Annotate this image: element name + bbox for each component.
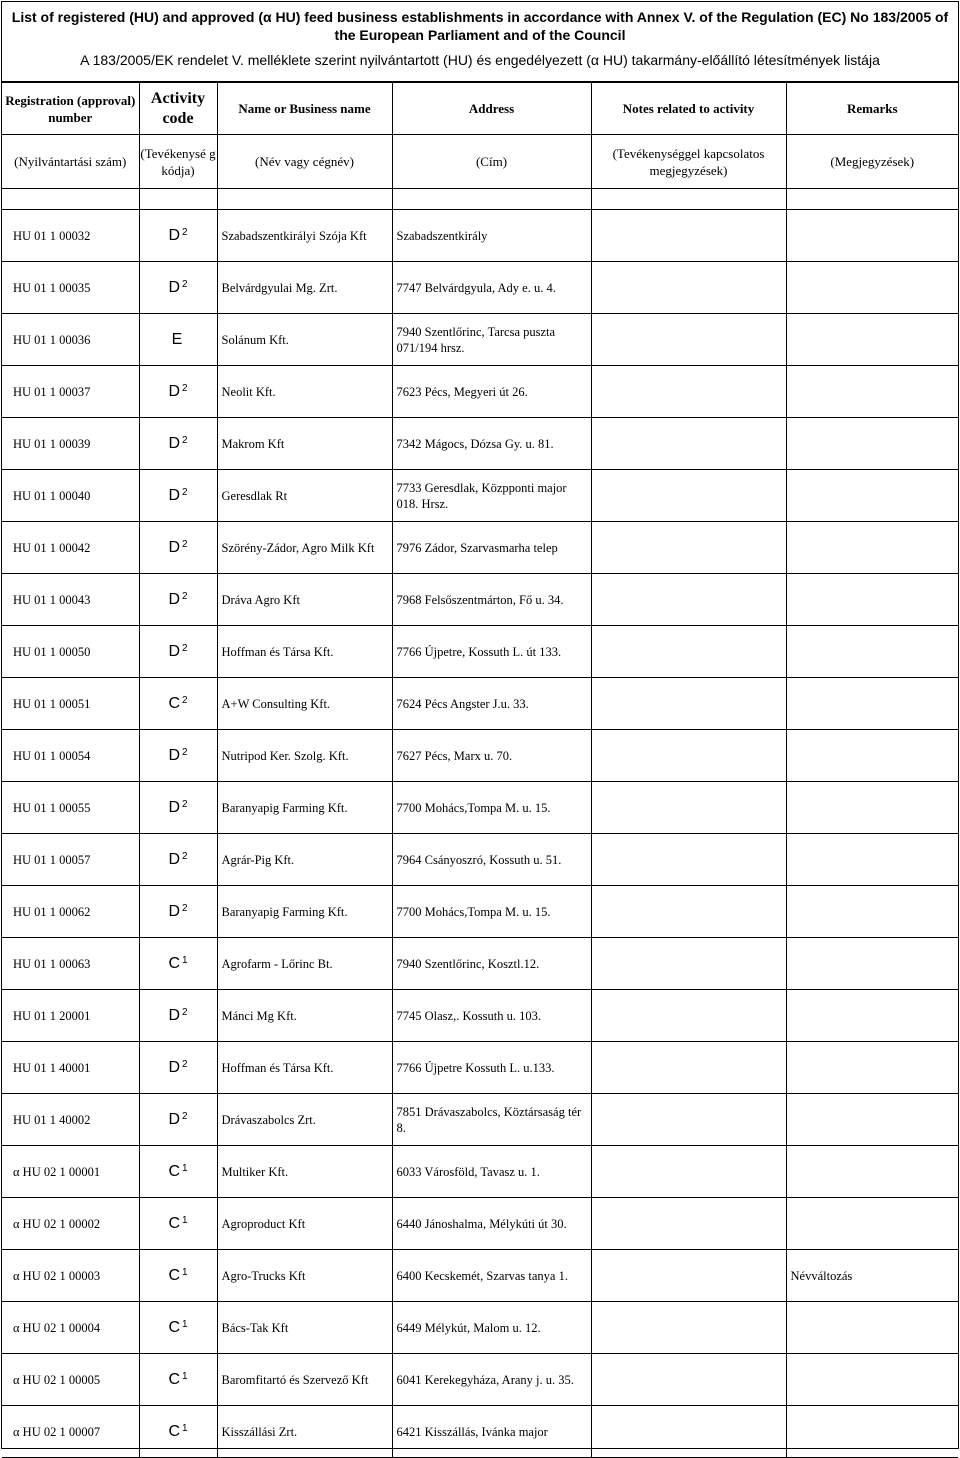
activity-code-letter: E: [171, 330, 183, 348]
activity-code: [139, 1198, 217, 1250]
document-title-hungarian: A 183/2005/EK rendelet V. melléklete szerint nyilvántartott (HU) és engedélyezett (α HU) takarmány-előállító létesítmények listája: [80, 52, 880, 68]
remarks: [786, 210, 958, 262]
remarks: Névváltozás: [786, 1250, 958, 1302]
activity-code-letter: C: [168, 1214, 180, 1232]
registration-number: α HU 02 1 00005: [2, 1354, 139, 1406]
registration-number: α HU 02 1 00002: [2, 1198, 139, 1250]
activity-code: [139, 262, 217, 314]
registration-number: HU 01 1 00051: [2, 678, 139, 730]
activity-code: [139, 1406, 217, 1458]
registration-number: HU 01 1 00043: [2, 574, 139, 626]
business-name: Mánci Mg Kft.: [217, 990, 392, 1042]
header-registration-hu: (Nyilvántartási szám): [2, 135, 139, 189]
header-spacer-row: [2, 189, 958, 210]
activity-code-letter: D: [168, 1058, 180, 1076]
activity-code-index: 1: [182, 1214, 188, 1226]
table-row: [2, 1042, 958, 1094]
activity-code-index: 1: [182, 1318, 188, 1330]
activity-code-index: 1: [182, 1266, 188, 1278]
remarks: [786, 626, 958, 678]
activity-notes: [591, 1302, 786, 1354]
activity-code-letter: C: [168, 1370, 180, 1388]
header-remarks: Remarks: [786, 83, 958, 135]
table-row: [2, 834, 958, 886]
table-row: [2, 262, 958, 314]
address: 6421 Kisszállás, Ivánka major: [392, 1406, 591, 1458]
remarks: [786, 730, 958, 782]
address: Szabadszentkirály: [392, 210, 591, 262]
activity-notes: [591, 522, 786, 574]
activity-code-index: 2: [182, 434, 188, 446]
business-name: Baromfitartó és Szervező Kft: [217, 1354, 392, 1406]
activity-code-index: 2: [182, 694, 188, 706]
activity-code-letter: D: [168, 486, 180, 504]
activity-notes: [591, 1354, 786, 1406]
table-row: [2, 886, 958, 938]
table-row: [2, 418, 958, 470]
activity-code: [139, 1250, 217, 1302]
address: 7766 Újpetre, Kossuth L. út 133.: [392, 626, 591, 678]
remarks: [786, 938, 958, 990]
activity-notes: [591, 210, 786, 262]
remarks: [786, 1198, 958, 1250]
activity-code-letter: D: [168, 538, 180, 556]
registration-number: HU 01 1 00040: [2, 470, 139, 522]
address: 7342 Mágocs, Dózsa Gy. u. 81.: [392, 418, 591, 470]
activity-code: [139, 730, 217, 782]
address: 6041 Kerekegyháza, Arany j. u. 35.: [392, 1354, 591, 1406]
activity-notes: [591, 1198, 786, 1250]
business-name: Hoffman és Társa Kft.: [217, 626, 392, 678]
activity-code-index: 2: [182, 642, 188, 654]
table-row: [2, 782, 958, 834]
registration-number: HU 01 1 00042: [2, 522, 139, 574]
registration-number: α HU 02 1 00003: [2, 1250, 139, 1302]
activity-code: [139, 678, 217, 730]
table-row: [2, 574, 958, 626]
remarks: [786, 1302, 958, 1354]
activity-code: [139, 574, 217, 626]
activity-code-index: 2: [182, 1110, 188, 1122]
address: 7940 Szentlőrinc, Tarcsa puszta 071/194 hrsz.: [392, 314, 591, 366]
table-row: [2, 990, 958, 1042]
business-name: Dráva Agro Kft: [217, 574, 392, 626]
table-row: [2, 1250, 958, 1302]
activity-notes: [591, 678, 786, 730]
activity-code-index: 2: [182, 902, 188, 914]
registration-number: HU 01 1 00055: [2, 782, 139, 834]
table-row: [2, 1094, 958, 1146]
activity-code-letter: D: [168, 902, 180, 920]
activity-code-index: 2: [182, 798, 188, 810]
activity-notes: [591, 990, 786, 1042]
activity-notes: [591, 1406, 786, 1458]
address: 7766 Újpetre Kossuth L. u.133.: [392, 1042, 591, 1094]
table-row: [2, 938, 958, 990]
activity-code: [139, 522, 217, 574]
activity-notes: [591, 470, 786, 522]
activity-code: [139, 782, 217, 834]
address: 7851 Drávaszabolcs, Köztársaság tér 8.: [392, 1094, 591, 1146]
activity-code-index: 2: [182, 1058, 188, 1070]
activity-notes: [591, 1042, 786, 1094]
remarks: [786, 834, 958, 886]
registration-number: HU 01 1 00050: [2, 626, 139, 678]
activity-code: [139, 470, 217, 522]
header-notes: Notes related to activity: [591, 83, 786, 135]
address: 7747 Belvárdgyula, Ady e. u. 4.: [392, 262, 591, 314]
activity-notes: [591, 938, 786, 990]
address: 7940 Szentlőrinc, Kosztl.12.: [392, 938, 591, 990]
registration-number: HU 01 1 40002: [2, 1094, 139, 1146]
registration-number: α HU 02 1 00001: [2, 1146, 139, 1198]
business-name: Agrár-Pig Kft.: [217, 834, 392, 886]
address: 7700 Mohács,Tompa M. u. 15.: [392, 782, 591, 834]
business-name: Geresdlak Rt: [217, 470, 392, 522]
address: 7964 Csányoszró, Kossuth u. 51.: [392, 834, 591, 886]
activity-code-letter: D: [168, 434, 180, 452]
remarks: [786, 366, 958, 418]
remarks: [786, 1354, 958, 1406]
activity-code: [139, 886, 217, 938]
address: 7700 Mohács,Tompa M. u. 15.: [392, 886, 591, 938]
activity-notes: [591, 834, 786, 886]
document-title-english: List of registered (HU) and approved (α HU) feed business establishments in accordance with Annex V. of the Regulation (EC) No 183/2005 of the European Parliament and of the Council: [11, 9, 949, 43]
table-row: [2, 470, 958, 522]
table-row: [2, 314, 958, 366]
activity-code: [139, 834, 217, 886]
title-block: [2, 2, 958, 82]
remarks: [786, 262, 958, 314]
activity-code: [139, 1094, 217, 1146]
activity-code-index: 2: [182, 590, 188, 602]
activity-code-index: 1: [182, 1422, 188, 1434]
table-row: [2, 1146, 958, 1198]
establishments-table: [2, 82, 958, 1458]
activity-notes: [591, 262, 786, 314]
activity-notes: [591, 314, 786, 366]
activity-code: [139, 1354, 217, 1406]
remarks: [786, 470, 958, 522]
header-registration: Registration (approval) number: [2, 83, 139, 135]
activity-notes: [591, 574, 786, 626]
business-name: Multiker Kft.: [217, 1146, 392, 1198]
header-address: Address: [392, 83, 591, 135]
business-name: Solánum Kft.: [217, 314, 392, 366]
activity-code-letter: D: [168, 1006, 180, 1024]
address: 6440 Jánoshalma, Mélykúti út 30.: [392, 1198, 591, 1250]
activity-code-index: 2: [182, 538, 188, 550]
address: 7624 Pécs Angster J.u. 33.: [392, 678, 591, 730]
activity-code: [139, 366, 217, 418]
table-row: [2, 678, 958, 730]
registration-number: HU 01 1 00039: [2, 418, 139, 470]
remarks: [786, 1146, 958, 1198]
remarks: [786, 1042, 958, 1094]
activity-code-index: 2: [182, 226, 188, 238]
table-row: [2, 1198, 958, 1250]
remarks: [786, 678, 958, 730]
registration-number: HU 01 1 00037: [2, 366, 139, 418]
business-name: Agro-Trucks Kft: [217, 1250, 392, 1302]
activity-notes: [591, 886, 786, 938]
registration-number: HU 01 1 00036: [2, 314, 139, 366]
activity-code-letter: D: [168, 226, 180, 244]
business-name: Szabadszentkirályi Szója Kft: [217, 210, 392, 262]
activity-code-index: 2: [182, 746, 188, 758]
address: 7968 Felsőszentmárton, Fő u. 34.: [392, 574, 591, 626]
activity-code: [139, 626, 217, 678]
remarks: [786, 1406, 958, 1458]
table-row: [2, 1406, 958, 1458]
header-notes-hu: (Tevékenységgel kapcsolatos megjegyzések): [591, 135, 786, 189]
registration-number: HU 01 1 00057: [2, 834, 139, 886]
header-activity-code: Activity code: [139, 83, 217, 135]
remarks: [786, 886, 958, 938]
remarks: [786, 314, 958, 366]
activity-notes: [591, 1250, 786, 1302]
activity-code-letter: D: [168, 278, 180, 296]
activity-code-index: 2: [182, 1006, 188, 1018]
activity-code-letter: C: [168, 1318, 180, 1336]
table-row: [2, 210, 958, 262]
registration-number: HU 01 1 00063: [2, 938, 139, 990]
activity-code-letter: C: [168, 1422, 180, 1440]
header-address-hu: (Cím): [392, 135, 591, 189]
registration-number: HU 01 1 20001: [2, 990, 139, 1042]
activity-code-letter: D: [168, 746, 180, 764]
business-name: Agrofarm - Lőrinc Bt.: [217, 938, 392, 990]
activity-code: [139, 1302, 217, 1354]
table-row: [2, 626, 958, 678]
activity-code-letter: D: [168, 590, 180, 608]
activity-code-index: 2: [182, 382, 188, 394]
business-name: Kisszállási Zrt.: [217, 1406, 392, 1458]
registration-number: HU 01 1 40001: [2, 1042, 139, 1094]
business-name: Baranyapig Farming Kft.: [217, 782, 392, 834]
activity-notes: [591, 626, 786, 678]
header-name-hu: (Név vagy cégnév): [217, 135, 392, 189]
table-row: [2, 522, 958, 574]
document-page: [1, 1, 959, 1449]
address: 7745 Olasz,. Kossuth u. 103.: [392, 990, 591, 1042]
business-name: Belvárdgyulai Mg. Zrt.: [217, 262, 392, 314]
activity-code-letter: C: [168, 1162, 180, 1180]
activity-code: [139, 1042, 217, 1094]
activity-code: [139, 990, 217, 1042]
activity-code-letter: C: [168, 694, 180, 712]
business-name: Hoffman és Társa Kft.: [217, 1042, 392, 1094]
activity-code-index: 1: [182, 1162, 188, 1174]
business-name: Agroproduct Kft: [217, 1198, 392, 1250]
header-activity-code-hu: (Tevékenysé g kódja): [139, 135, 217, 189]
table-row: [2, 730, 958, 782]
header-name: Name or Business name: [217, 83, 392, 135]
activity-notes: [591, 1094, 786, 1146]
activity-code-letter: D: [168, 798, 180, 816]
table-row: [2, 1354, 958, 1406]
remarks: [786, 418, 958, 470]
header-row-english: [2, 83, 958, 135]
activity-code-index: 1: [182, 1370, 188, 1382]
remarks: [786, 1094, 958, 1146]
activity-notes: [591, 1146, 786, 1198]
remarks: [786, 990, 958, 1042]
activity-code-index: 1: [182, 954, 188, 966]
business-name: Nutripod Ker. Szolg. Kft.: [217, 730, 392, 782]
activity-code-letter: D: [168, 850, 180, 868]
business-name: Makrom Kft: [217, 418, 392, 470]
activity-code-letter: C: [168, 954, 180, 972]
remarks: [786, 522, 958, 574]
activity-code-letter: C: [168, 1266, 180, 1284]
registration-number: HU 01 1 00032: [2, 210, 139, 262]
remarks: [786, 782, 958, 834]
business-name: A+W Consulting Kft.: [217, 678, 392, 730]
address: 6033 Városföld, Tavasz u. 1.: [392, 1146, 591, 1198]
activity-notes: [591, 730, 786, 782]
activity-code: [139, 1146, 217, 1198]
business-name: Neolit Kft.: [217, 366, 392, 418]
activity-code-letter: D: [168, 1110, 180, 1128]
address: 7976 Zádor, Szarvasmarha telep: [392, 522, 591, 574]
activity-code: [139, 210, 217, 262]
table-row: [2, 366, 958, 418]
activity-code-index: 2: [182, 278, 188, 290]
activity-code-letter: D: [168, 382, 180, 400]
address: 6400 Kecskemét, Szarvas tanya 1.: [392, 1250, 591, 1302]
business-name: Drávaszabolcs Zrt.: [217, 1094, 392, 1146]
registration-number: α HU 02 1 00004: [2, 1302, 139, 1354]
header-row-hungarian: [2, 135, 958, 189]
activity-notes: [591, 366, 786, 418]
activity-code-letter: D: [168, 642, 180, 660]
business-name: Szörény-Zádor, Agro Milk Kft: [217, 522, 392, 574]
header-remarks-hu: (Megjegyzések): [786, 135, 958, 189]
activity-code-index: 2: [182, 850, 188, 862]
remarks: [786, 574, 958, 626]
activity-code: [139, 418, 217, 470]
registration-number: HU 01 1 00035: [2, 262, 139, 314]
address: 7627 Pécs, Marx u. 70.: [392, 730, 591, 782]
registration-number: α HU 02 1 00007: [2, 1406, 139, 1458]
registration-number: HU 01 1 00062: [2, 886, 139, 938]
business-name: Bács-Tak Kft: [217, 1302, 392, 1354]
activity-code-index: 2: [182, 486, 188, 498]
activity-notes: [591, 418, 786, 470]
activity-code: [139, 938, 217, 990]
activity-code: [139, 314, 217, 366]
address: 7733 Geresdlak, Közpponti major 018. Hrsz.: [392, 470, 591, 522]
address: 6449 Mélykút, Malom u. 12.: [392, 1302, 591, 1354]
business-name: Baranyapig Farming Kft.: [217, 886, 392, 938]
table-row: [2, 1302, 958, 1354]
registration-number: HU 01 1 00054: [2, 730, 139, 782]
address: 7623 Pécs, Megyeri út 26.: [392, 366, 591, 418]
activity-notes: [591, 782, 786, 834]
